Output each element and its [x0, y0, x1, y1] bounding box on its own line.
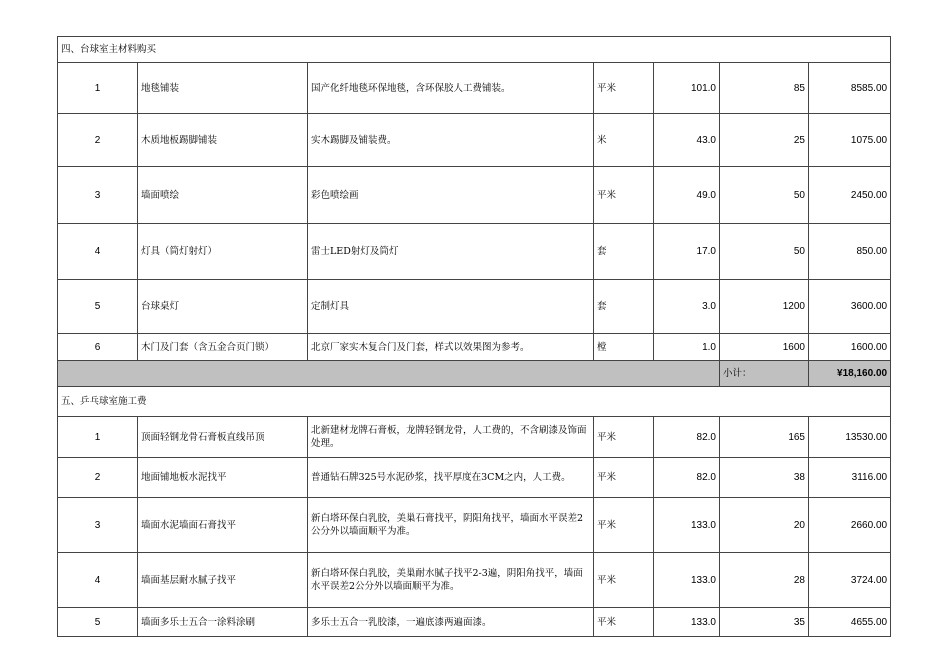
item-description: 雷士LED射灯及筒灯: [308, 224, 594, 280]
unit-price: 165: [720, 417, 809, 458]
subtotal-row: [58, 361, 891, 387]
section-5-rows: [58, 417, 891, 637]
unit: 平米: [594, 553, 654, 608]
row-number: 3: [58, 498, 138, 553]
unit: 米: [594, 114, 654, 167]
item-description: 北新建材龙牌石膏板，龙牌轻钢龙骨，人工费的，不含刷漆及饰面处理。: [308, 417, 594, 458]
table-row: [58, 224, 891, 280]
table-row: [58, 334, 891, 361]
line-total: 1600.00: [809, 334, 891, 361]
unit: 平米: [594, 458, 654, 498]
item-description: 彩色喷绘画: [308, 167, 594, 224]
section-5-title: 五、乒乓球室施工费: [58, 387, 891, 417]
row-number: 3: [58, 167, 138, 224]
quantity: 43.0: [654, 114, 720, 167]
item-description: 普通钻石牌325号水泥砂浆，找平厚度在3CM之内，人工费。: [308, 458, 594, 498]
item-description: 多乐士五合一乳胶漆，一遍底漆两遍面漆。: [308, 608, 594, 637]
unit: 平米: [594, 63, 654, 114]
unit: 套: [594, 224, 654, 280]
table-row: [58, 553, 891, 608]
unit-price: 50: [720, 224, 809, 280]
item-description: 新白塔环保白乳胶，美巢石膏找平，阴阳角找平，墙面水平误差2公分外以墙面顺平为准。: [308, 498, 594, 553]
quantity: 1.0: [654, 334, 720, 361]
row-number: 1: [58, 417, 138, 458]
section-4-rows: [58, 63, 891, 361]
table-row: [58, 608, 891, 637]
table-row: [58, 280, 891, 334]
unit-price: 25: [720, 114, 809, 167]
line-total: 850.00: [809, 224, 891, 280]
section-4-header: [58, 37, 891, 63]
unit: 平米: [594, 417, 654, 458]
line-total: 2660.00: [809, 498, 891, 553]
table-row: [58, 498, 891, 553]
quantity: 82.0: [654, 458, 720, 498]
item-name: 墙面多乐士五合一涂料涂刷: [138, 608, 308, 637]
table-row: [58, 63, 891, 114]
subtotal-value: ¥18,160.00: [809, 361, 891, 387]
quantity: 101.0: [654, 63, 720, 114]
quantity: 133.0: [654, 498, 720, 553]
item-name: 台球桌灯: [138, 280, 308, 334]
line-total: 3600.00: [809, 280, 891, 334]
item-name: 木门及门套（含五金合页门锁）: [138, 334, 308, 361]
unit: 平米: [594, 608, 654, 637]
unit: 套: [594, 280, 654, 334]
item-description: 定制灯具: [308, 280, 594, 334]
line-total: 8585.00: [809, 63, 891, 114]
subtotal-label: 小计：: [720, 361, 809, 387]
quote-sheet: [57, 36, 891, 637]
item-name: 墙面水泥墙面石膏找平: [138, 498, 308, 553]
unit-price: 1600: [720, 334, 809, 361]
row-number: 5: [58, 608, 138, 637]
unit-price: 50: [720, 167, 809, 224]
unit-price: 35: [720, 608, 809, 637]
item-name: 地面铺地板水泥找平: [138, 458, 308, 498]
table-row: [58, 167, 891, 224]
row-number: 2: [58, 114, 138, 167]
item-name: 木质地板踢脚铺装: [138, 114, 308, 167]
row-number: 6: [58, 334, 138, 361]
line-total: 1075.00: [809, 114, 891, 167]
unit: 平米: [594, 498, 654, 553]
item-name: 灯具（筒灯射灯）: [138, 224, 308, 280]
section-5-header: [58, 387, 891, 417]
row-number: 4: [58, 553, 138, 608]
table-row: [58, 458, 891, 498]
table-row: [58, 114, 891, 167]
line-total: 2450.00: [809, 167, 891, 224]
quantity: 82.0: [654, 417, 720, 458]
quantity: 17.0: [654, 224, 720, 280]
unit-price: 38: [720, 458, 809, 498]
item-name: 墙面喷绘: [138, 167, 308, 224]
row-number: 1: [58, 63, 138, 114]
item-description: 国产化纤地毯环保地毯，含环保胶人工费铺装。: [308, 63, 594, 114]
line-total: 3724.00: [809, 553, 891, 608]
item-name: 顶面轻钢龙骨石膏板直线吊顶: [138, 417, 308, 458]
item-description: 新白塔环保白乳胶，美巢耐水腻子找平2-3遍，阴阳角找平，墙面水平误差2公分外以墙面顺平为准。: [308, 553, 594, 608]
item-name: 地毯铺装: [138, 63, 308, 114]
line-total: 13530.00: [809, 417, 891, 458]
item-description: 北京厂家实木复合门及门套，样式以效果图为参考。: [308, 334, 594, 361]
unit: 平米: [594, 167, 654, 224]
quantity: 49.0: [654, 167, 720, 224]
unit-price: 20: [720, 498, 809, 553]
row-number: 5: [58, 280, 138, 334]
quantity: 133.0: [654, 553, 720, 608]
row-number: 2: [58, 458, 138, 498]
row-number: 4: [58, 224, 138, 280]
section-4-title: 四、台球室主材料购买: [58, 37, 891, 63]
item-name: 墙面基层耐水腻子找平: [138, 553, 308, 608]
quantity: 3.0: [654, 280, 720, 334]
unit-price: 85: [720, 63, 809, 114]
unit-price: 28: [720, 553, 809, 608]
quantity: 133.0: [654, 608, 720, 637]
unit-price: 1200: [720, 280, 809, 334]
line-total: 3116.00: [809, 458, 891, 498]
line-total: 4655.00: [809, 608, 891, 637]
unit: 樘: [594, 334, 654, 361]
item-description: 实木踢脚及铺装费。: [308, 114, 594, 167]
table-row: [58, 417, 891, 458]
